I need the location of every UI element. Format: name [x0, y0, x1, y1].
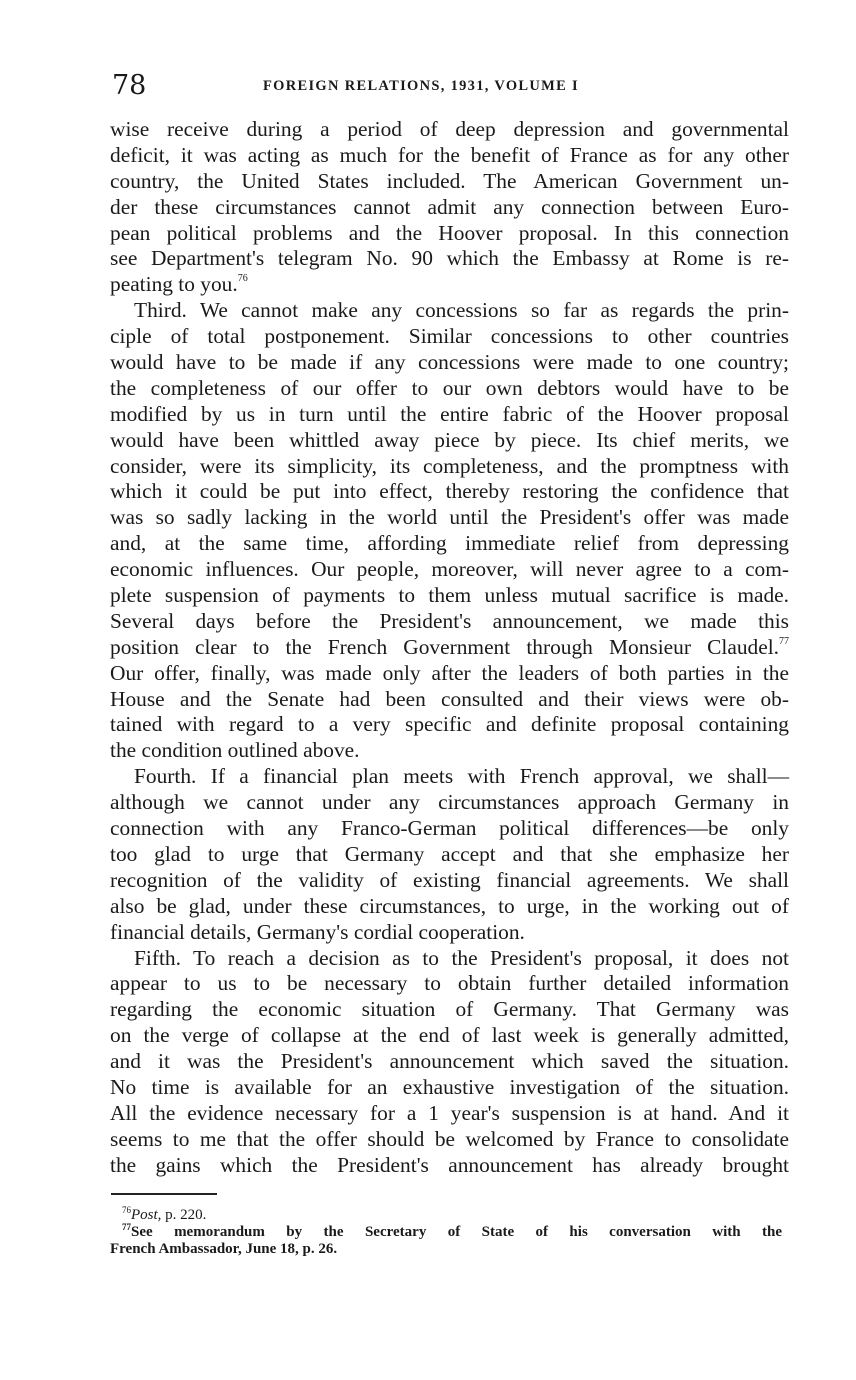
text-line: deficit, it was acting as much for the benefit of France as for any other — [110, 142, 789, 167]
text-line: also be glad, under these circumstances, to urge, in the working out of — [110, 893, 789, 918]
footnote-77-line-1: $^{77}$See memorandum by the Secretary of State of his conversation with the — [122, 1222, 782, 1240]
text-line: see Department's telegram No. 90 which the Embassy at Rome is re- — [110, 246, 789, 271]
text-line: Our offer, finally, was made only after the leaders of both parties in the — [110, 660, 789, 685]
footnote-number: 76 — [122, 1205, 131, 1215]
footnote-divider — [111, 1193, 217, 1195]
text-line: ciple of total postponement. Similar concessions to other countries — [110, 324, 789, 349]
text-line: Several days before the President's announcement, we made this — [110, 608, 789, 633]
text-line: and, at the same time, affording immediate relief from depressing — [110, 531, 789, 556]
footnote-page: p. 220. — [161, 1207, 207, 1223]
text-line: pean political problems and the Hoover proposal. In this connection — [110, 220, 789, 245]
footnote-number: 77 — [122, 1222, 131, 1232]
text-line: modified by us in turn until the entire fabric of the Hoover proposal — [110, 401, 789, 426]
text-line: was so sadly lacking in the world until the President's offer was made — [110, 505, 789, 530]
text-line: would have been whittled away piece by piece. Its chief merits, we — [110, 427, 789, 452]
text-line: House and the Senate had been consulted and their views were ob- — [110, 686, 789, 711]
text-line: All the evidence necessary for a 1 year's suspension is at hand. And it — [110, 1100, 789, 1125]
text-line: der these circumstances cannot admit any connection between Euro- — [110, 194, 789, 219]
page-number: 78 — [112, 70, 147, 101]
text-line: tained with regard to a very specific and definite proposal containing — [110, 712, 789, 737]
text-line: plete suspension of payments to them unless mutual sacrifice is made. — [110, 583, 789, 608]
text-line: No time is available for an exhaustive investigation of the situation. — [110, 1074, 789, 1099]
text-line: recognition of the validity of existing financial agreements. We shall — [110, 867, 789, 892]
text-line: the condition outlined above. — [110, 738, 360, 763]
text-line: and it was the President's announcement which saved the situation. — [110, 1049, 789, 1074]
text-line: appear to us to be necessary to obtain further detailed information — [110, 971, 789, 996]
text-line: connection with any Franco-German political differences—be only — [110, 816, 789, 841]
footnote-ref-77: 77 — [779, 635, 789, 647]
text-line: the gains which the President's announcement has already brought — [110, 1152, 789, 1177]
paragraph-fourth-start: Fourth. If a financial plan meets with French approval, we shall— — [134, 764, 789, 789]
text-line: country, the United States included. The American Government un- — [110, 168, 789, 193]
text-line: consider, were its simplicity, its completeness, and the promptness with — [110, 453, 789, 478]
paragraph-fifth-start: Fifth. To reach a decision as to the President's proposal, it does not — [134, 945, 789, 970]
text-line: peating to you.$^{76}$ — [110, 272, 248, 297]
text-line: the completeness of our offer to our own debtors would have to be — [110, 375, 789, 400]
text-line: would have to be made if any concessions were made to one country; — [110, 350, 789, 375]
text-line: too glad to urge that Germany accept and that she emphasize her — [110, 841, 789, 866]
text-line: although we cannot under any circumstances approach Germany in — [110, 790, 789, 815]
text-line: which it could be put into effect, thereby restoring the confidence that — [110, 479, 789, 504]
paragraph-third-start: Third. We cannot make any concessions so far as regards the prin- — [134, 298, 789, 323]
footnote-77-line-2: French Ambassador, June 18, p. 26. — [110, 1241, 338, 1257]
footnotes — [110, 1207, 782, 1258]
footnote-post: Post, — [131, 1207, 162, 1223]
text-line: economic influences. Our people, moreover, will never agree to a com- — [110, 557, 789, 582]
text-line: financial details, Germany's cordial cooperation. — [110, 919, 525, 944]
footnote-76 — [110, 1207, 782, 1224]
text-line: wise receive during a period of deep depression and governmental — [110, 117, 789, 141]
text-line: on the verge of collapse at the end of last week is generally admitted, — [110, 1023, 789, 1048]
text-line: position clear to the French Government through Monsieur Claudel.$^{77}$ — [110, 634, 789, 659]
body-text — [110, 117, 789, 1179]
text-line: seems to me that the offer should be welcomed by France to consolidate — [110, 1126, 789, 1151]
footnote-ref-76: 76 — [237, 273, 248, 285]
text-line: regarding the economic situation of Germany. That Germany was — [110, 997, 789, 1022]
running-head: FOREIGN RELATIONS, 1931, VOLUME I — [263, 78, 579, 94]
